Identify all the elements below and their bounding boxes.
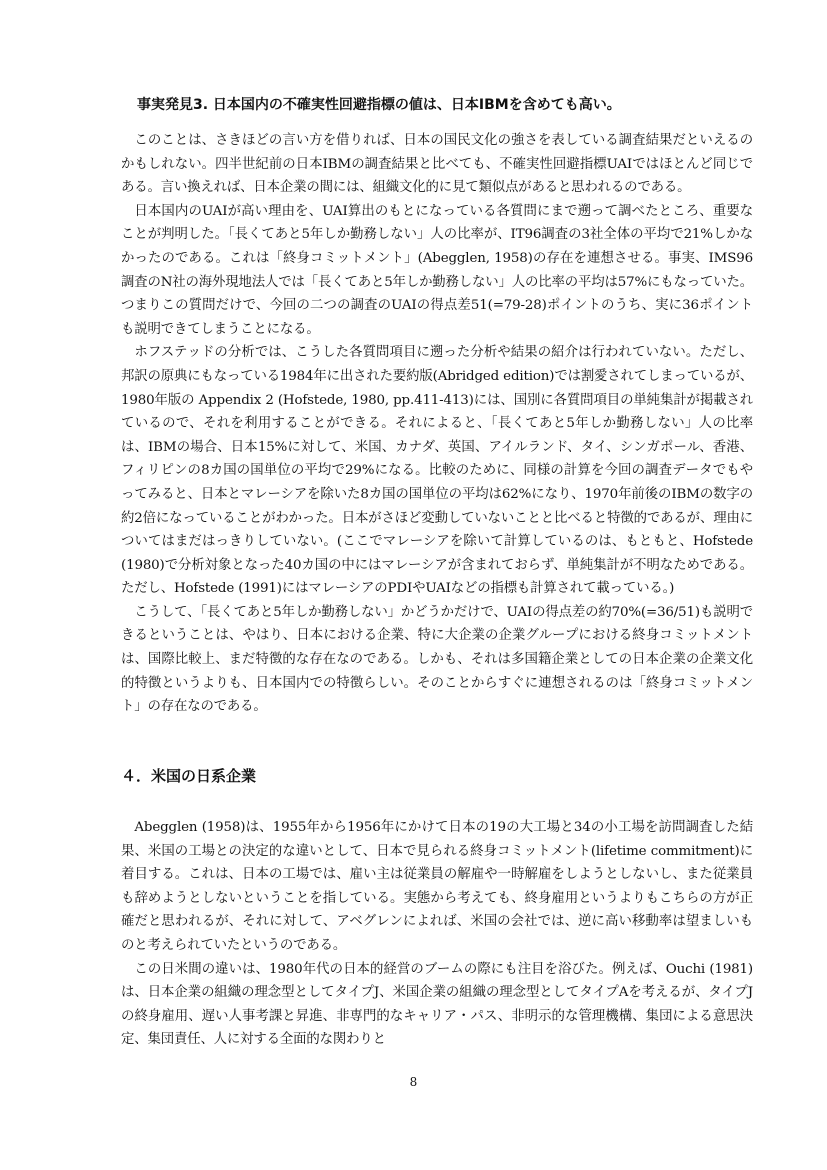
paragraph: こうして、「長くてあと5年しか勤務しない」かどうかだけで、UAIの得点差の約70%(=36/51)も説明できるということは、やはり、日本における企業、特に大企業の企業グループにおける終身コミットメントは、国際比較上、まだ特徴的な存在なのである。しかも、それは多国籍企業としての日本企業の企業文化的特徴というよりも、日本国内での特徴らしい。そのことからすぐに連想されるのは「終身コミットメント」の存在なのである。 — [121, 604, 753, 715]
paragraph: ホフステッドの分析では、こうした各質問項目に遡った分析や結果の紹介は行われていない。ただし、邦訳の原典にもなっている1984年に出された要約版(Abridged edition)では割愛されてしまっているが、1980年版の Appendix 2 (Hofstede, 1980, pp.411-413)には、国別に各質問項目の単純集計が掲載されているので、それを利用することができる。それによると、「長くてあと5年しか勤務しない」人の比率は、IBMの場合、日本15%に対して、米国、カナダ、英国、アイルランド、タイ、シンガポール、香港、フィリピンの8カ国の国単位の平均で29%になる。比較のために、同様の計算を今回の調査データでもやってみると、日本とマレーシアを除いた8カ国の国単位の平均は62%になり、1970年前後のIBMの数字の約2倍になっていることがわかった。日本がさほど変動していないことと比べると特徴的であるが、理由についてはまだはっきりしていない。(ここでマレーシアを除いて計算しているのは、もともと、Hofstede (1980)で分析対象となった40カ国の中にはマレーシアが含まれておらず、単純集計が不明なためである。ただし、Hofstede (1991)にはマレーシアのPDIやUAIなどの指標も計算されて載っている。) — [121, 345, 753, 597]
page-number: 8 — [409, 1075, 418, 1089]
body-section-1 — [121, 129, 753, 719]
section-heading: ４．米国の日系企業 — [121, 767, 257, 785]
body-section-2 — [121, 816, 753, 1052]
paragraph: このことは、さきほどの言い方を借りれば、日本の国民文化の強さを表している調査結果だといえるのかもしれない。四半世紀前の日本IBMの調査結果と比べても、不確実性回避指標UAIではほとんど同じである。言い換えれば、日本企業の間には、組織文化的に見て類似点があると思われるのである。 — [121, 133, 753, 196]
paragraph: 日本国内のUAIが高い理由を、UAI算出のもとになっている各質問にまで遡って調べたところ、重要なことが判明した。「長くてあと5年しか勤務しない」人の比率が、IT96調査の3社全体の平均で21%しかなかったのである。これは「終身コミットメント」(Abegglen, 1958)の存在を連想させる。事実、IMS96調査のN社の海外現地法人では「長くてあと5年しか勤務しない」人の比率の平均は57%にもなっていた。つまりこの質問だけで、今回の二つの調査のUAIの得点差51(=79-28)ポイントのうち、実に36ポイントも説明できてしまうことになる。 — [121, 203, 753, 337]
paragraph: Abegglen (1958)は、1955年から1956年にかけて日本の19の大工場と34の小工場を訪問調査した結果、米国の工場との決定的な違いとして、日本で見られる終身コミットメント(lifetime commitment)に着目する。これは、日本の工場では、雇い主は従業員の解雇や一時解雇をしようとしないし、また従業員も辞めようとしないということを指している。実態から考えても、終身雇用というよりもこちらの方が正確だと思われるが、それに対して、アベグレンによれば、米国の会社では、逆に高い移動率は望ましいものと考えられていたというのである。 — [121, 820, 753, 953]
paragraph: この日米間の違いは、1980年代の日本的経営のブームの際にも注目を浴びた。例えば、Ouchi (1981)は、日本企業の組織の理念型としてタイプJ、米国企業の組織の理念型としてタイプAを考えるが、タイプJの終身雇用、遅い人事考課と昇進、非専門的なキャリア・パス、非明示的な管理機構、集団による意思決定、集団責任、人に対する全面的な関わりと — [121, 961, 753, 1048]
finding-heading: 事実発見3. 日本国内の不確実性回避指標の値は、日本IBMを含めても高い。 — [137, 97, 621, 113]
